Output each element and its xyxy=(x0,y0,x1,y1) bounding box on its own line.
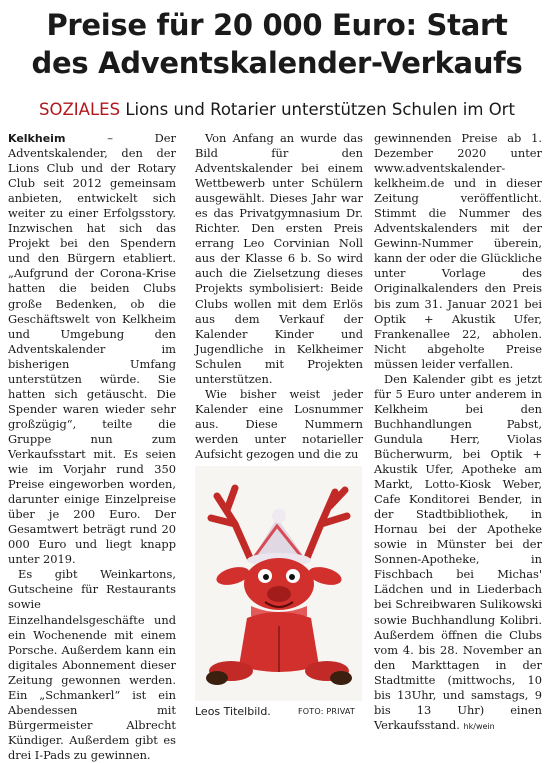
subtitle: Lions und Rotarier unterstützen Schulen im Ort xyxy=(125,100,515,119)
paragraph xyxy=(374,372,542,734)
paragraph xyxy=(8,131,176,567)
headline-line-1: Preise für 20 000 Euro: Start xyxy=(46,8,508,42)
reindeer-illustration xyxy=(195,466,362,701)
body-text: Den Kalender gibt es jetzt für 5 Euro unter anderem in Kelkheim bei den Buchhandlungen Pabst, Gundula Herr, Violas Bücherwurm, bei Optik + Akustik Ufer, Apotheke am Markt, Lotto-Kiosk Weber, Cafe Konditorei Bender, in der Stadtbibliothek, in Hornau bei der Apotheke sowie in Münster bei der Sonnen-Apotheke, in Fischbach bei Michas' Lädchen und in Liederbach bei Schreibwaren Sulikowski sowie Buchhandlung Kolibri. Außerdem öffnen die Clubs vom 4. bis 28. November an den Markttagen in der Stadtmitte (mittwochs, 10 bis 13Uhr, und samstags, 9 bis 13 Uhr) einen Verkaufsstand. xyxy=(374,371,542,732)
subheadline xyxy=(0,99,554,121)
caption-text: Leos Titelbild. xyxy=(195,705,271,718)
reindeer-drawing-image xyxy=(195,466,362,701)
paragraph: Von Anfang an wurde das Bild für den Adventskalender bei einem Wettbewerb unter Schülern ausgewählt. Dieses Jahr war es das Privatgymnasium Dr. Richter. Den ersten Preis errang Leo Corvinian Noll aus der Klasse 6 b. So wird auch die Zielsetzung dieses Projekts symbolisiert: Beide Clubs wollen mit dem Erlös aus dem Verkauf der Kalender Kinder und Jugendliche in Kelkheimer Schulen mit Projekten unterstützen. xyxy=(195,131,363,386)
text-column-3 xyxy=(374,131,542,734)
paragraph: Wie bisher weist jeder Kalender eine Losnummer aus. Diese Nummern werden unter notarieller Aufsicht gezogen und die zu xyxy=(195,386,363,461)
paragraph: gewinnenden Preise ab 1. Dezember 2020 unter www.adventskalender-kelkheim.de und in dieser Zeitung veröffentlicht. Stimmt die Nummer des Adventskalenders mit der Gewinn-Nummer überein, kann der oder die Glückliche unter Vorlage des Originalkalenders den Preis bis zum 31. Januar 2021 bei Optik + Akustik Ufer, Frankenallee 22, abholen. Nicht abgeholte Preise müssen leider verfallen. xyxy=(374,131,542,371)
text-column-2 xyxy=(195,131,363,462)
section-kicker: SOZIALES xyxy=(39,100,121,119)
body-text: – Der Adventskalender, den der Lions Club und der Rotary Club seit 2012 gemeinsam anbieten, entwickelt sich weiter zu einer Erfolgsstory. Inzwischen hat sich das Projekt bei den Spendern und den Bürgern etabliert. „Aufgrund der Corona-Krise hatten die beiden Clubs große Bedenken, ob die Geschäftswelt von Kelkheim und Umgebung den Adventskalender im bisherigen Umfang unterstützen würde. Sie hatten sich getäuscht. Die Spender waren wieder sehr großzügig“, teilte die Gruppe nun zum Verkaufsstart mit. Es seien wie im Vorjahr rund 350 Preise eingeworben worden, darunter einige Einzelpreise über je 200 Euro. Der Gesamtwert beträgt rund 20 000 Euro und liegt knapp unter 2019. xyxy=(8,131,176,567)
image-caption xyxy=(195,705,365,718)
headline xyxy=(0,6,554,82)
dateline: Kelkheim xyxy=(8,132,66,145)
photo-credit: FOTO: PRIVAT xyxy=(298,707,356,716)
headline-line-2: des Adventskalender-Verkaufs xyxy=(31,46,523,80)
text-column-1 xyxy=(8,131,176,763)
author-signature: hk/wein xyxy=(463,721,495,731)
paragraph: Es gibt Weinkartons, Gutscheine für Restaurants sowie Einzelhandelsgeschäfte und ein Wochenende mit einem Porsche. Außerdem kann ein digitales Abonnement dieser Zeitung gewonnen werden. Ein „Schmankerl“ ist ein Abendessen mit Bürgermeister Albrecht Kündiger. Außerdem gibt es drei I-Pads zu gewinnen. xyxy=(8,567,176,762)
